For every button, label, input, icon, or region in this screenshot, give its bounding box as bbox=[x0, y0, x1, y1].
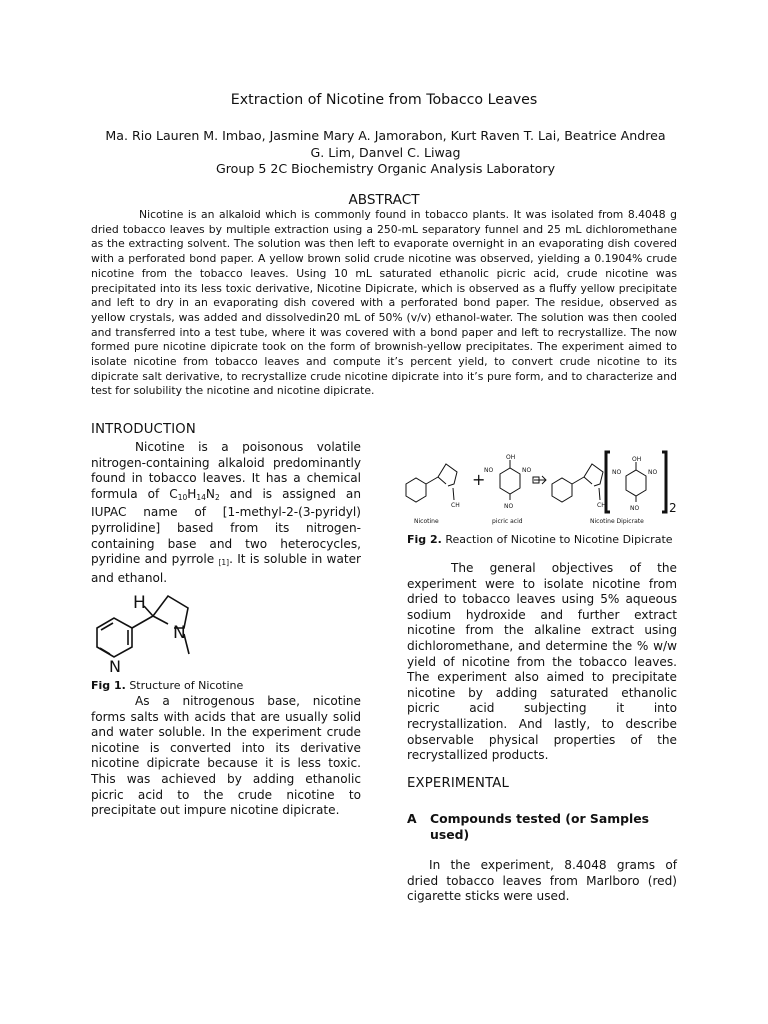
fig2-subscript-2: 2 bbox=[669, 501, 677, 515]
author-block bbox=[98, 128, 673, 178]
authors-line-1: Ma. Rio Lauren M. Imbao, Jasmine Mary A. Jamorabon, Kurt Raven T. Lai, Beatrice Andrea bbox=[105, 128, 666, 143]
fig2-no2-5: NO bbox=[648, 469, 658, 476]
fig2-no2-4: NO bbox=[612, 469, 622, 476]
figure-1-caption bbox=[91, 679, 243, 692]
experimental-heading: EXPERIMENTAL bbox=[407, 776, 510, 791]
figure-2-label: Fig 2. bbox=[407, 533, 442, 546]
experimental-text: In the experiment, 8.4048 grams of dried tobacco leaves from Marlboro (red) cigarette sticks were used. bbox=[407, 858, 677, 904]
introduction-heading: INTRODUCTION bbox=[91, 422, 196, 437]
intro-text-b: and is assigned an IUPAC name of [1-methyl-2-(3-pyridyl) pyrrolidine] based from its nitrogen-containing base and two heterocycles, pyridine and pyrrole bbox=[91, 486, 361, 567]
subsection-a-letter: A bbox=[407, 811, 417, 826]
fig2-oh-2: OH bbox=[632, 456, 642, 463]
fig2-oh-1: OH bbox=[506, 454, 516, 461]
fig2-no2-3: NO bbox=[504, 503, 514, 510]
formula-h: H bbox=[187, 486, 197, 501]
figure-2-caption bbox=[407, 532, 677, 547]
abstract-heading: ABSTRACT bbox=[348, 192, 420, 208]
fig2-no2-2: NO bbox=[522, 467, 532, 474]
atom-n-pyridine-label: N bbox=[109, 657, 121, 676]
affiliation: Group 5 2C Biochemistry Organic Analysis Laboratory bbox=[215, 161, 556, 176]
fig2-no2-6: NO bbox=[630, 505, 640, 512]
objectives-paragraph bbox=[407, 561, 677, 764]
authors-line-2: G. Lim, Danvel C. Liwag bbox=[310, 144, 461, 160]
fig2-label-picric-acid: picric acid bbox=[492, 518, 523, 525]
introduction-paragraph-2 bbox=[91, 694, 361, 819]
fig2-label-nicotine-dipicrate: Nicotine Dipicrate bbox=[590, 518, 644, 525]
formula-sub-c: 10 bbox=[177, 492, 188, 502]
citation-ref: [1] bbox=[218, 558, 230, 568]
abstract-text: Nicotine is an alkaloid which is commonly found in tobacco plants. It was isolated from 8.4048 g dried tobacco leaves by multiple extraction using a 250-mL separatory funnel and 25 mL dichloromethane as the extracting solvent. The solution was then left to evaporate overnight in an evaporating dish covered with a perforated bond paper. A yellow brown solid crude nicotine was observed, yielding a 0.1904% crude nicotine from the tobacco leaves. Using 10 mL saturated ethanolic picric acid, crude nicotine was precipitated into its less toxic derivative, Nicotine Dipicrate, which is observed as a fluffy yellow precipitate and left to dry in an evaporating dish covered with a perforated bond paper. The residue, observed as yellow crystals, was added and dissolvedin20 mL of 50% (v/v) ethanol-water. The solution was then cooled and transferred into a test tube, where it was covered with a bond paper and left to recrystallize. The now formed pure nicotine dipicrate took on the form of brownish-yellow precipitates. The experiment aimed to isolate nicotine from tobacco leaves and compute it’s percent yield, to convert crude nicotine to its dipicrate salt derivative, to recrystallize crude nicotine dipicrate into it’s pure form, and to characterize and test for solubility the nicotine and nicotine dipicrate. bbox=[91, 208, 677, 398]
atom-h-label: H bbox=[133, 593, 146, 613]
figure-1-caption-text: Structure of Nicotine bbox=[125, 679, 244, 692]
reaction-scheme-figure bbox=[404, 450, 682, 530]
fig2-plus-sign: + bbox=[472, 470, 486, 489]
formula-n: N bbox=[205, 486, 215, 501]
intro-p2-text: As a nitrogenous base, nicotine forms salts with acids that are usually solid and water soluble. In the experiment crude nicotine is converted into its derivative nicotine dipicrate because it is less toxic. This was achieved by adding ethanolic picric acid to the crude nicotine to precipitate out impure nicotine dipicrate. bbox=[91, 694, 361, 818]
fig2-ch3-2: CH bbox=[597, 502, 606, 509]
fig2-no2-1: NO bbox=[484, 467, 494, 474]
introduction-paragraph-1 bbox=[91, 440, 361, 586]
atom-n-pyrrolidine-label: N bbox=[173, 623, 186, 643]
paper-title: Extraction of Nicotine from Tobacco Leaves bbox=[230, 92, 538, 108]
objectives-text: The general objectives of the experiment were to isolate nicotine from dried to tobacco leaves using 5% aqueous sodium hydroxide and further extract nicotine from the alkaline extract using dichloromethane, and determine the % w/w yield of nicotine from the tobacco leaves. The experiment also aimed to precipitate nicotine by adding saturated ethanolic picric acid subjecting it into recrystallization. And lastly, to describe observable physical properties of the recrystallized products. bbox=[407, 561, 677, 763]
nicotine-structure-figure bbox=[88, 584, 228, 680]
figure-1-label: Fig 1. bbox=[91, 679, 126, 692]
subsection-a-heading: Compounds tested (or Samples used) bbox=[430, 811, 650, 842]
intro-text-c: . It is soluble in water and ethanol. bbox=[91, 552, 362, 585]
formula-sub-h: 14 bbox=[196, 492, 206, 502]
intro-text-a: Nicotine is a poisonous volatile nitrogen-containing alkaloid predominantly found in tobacco leaves. It has a chemical formula of C bbox=[91, 440, 361, 501]
fig2-ch3-1: CH bbox=[451, 502, 460, 509]
figure-2-caption-text: Reaction of Nicotine to Nicotine Dipicrate bbox=[441, 533, 673, 546]
experimental-paragraph-1 bbox=[407, 858, 677, 905]
fig2-label-nicotine: Nicotine bbox=[414, 518, 439, 525]
formula-sub-n: 2 bbox=[214, 492, 220, 502]
